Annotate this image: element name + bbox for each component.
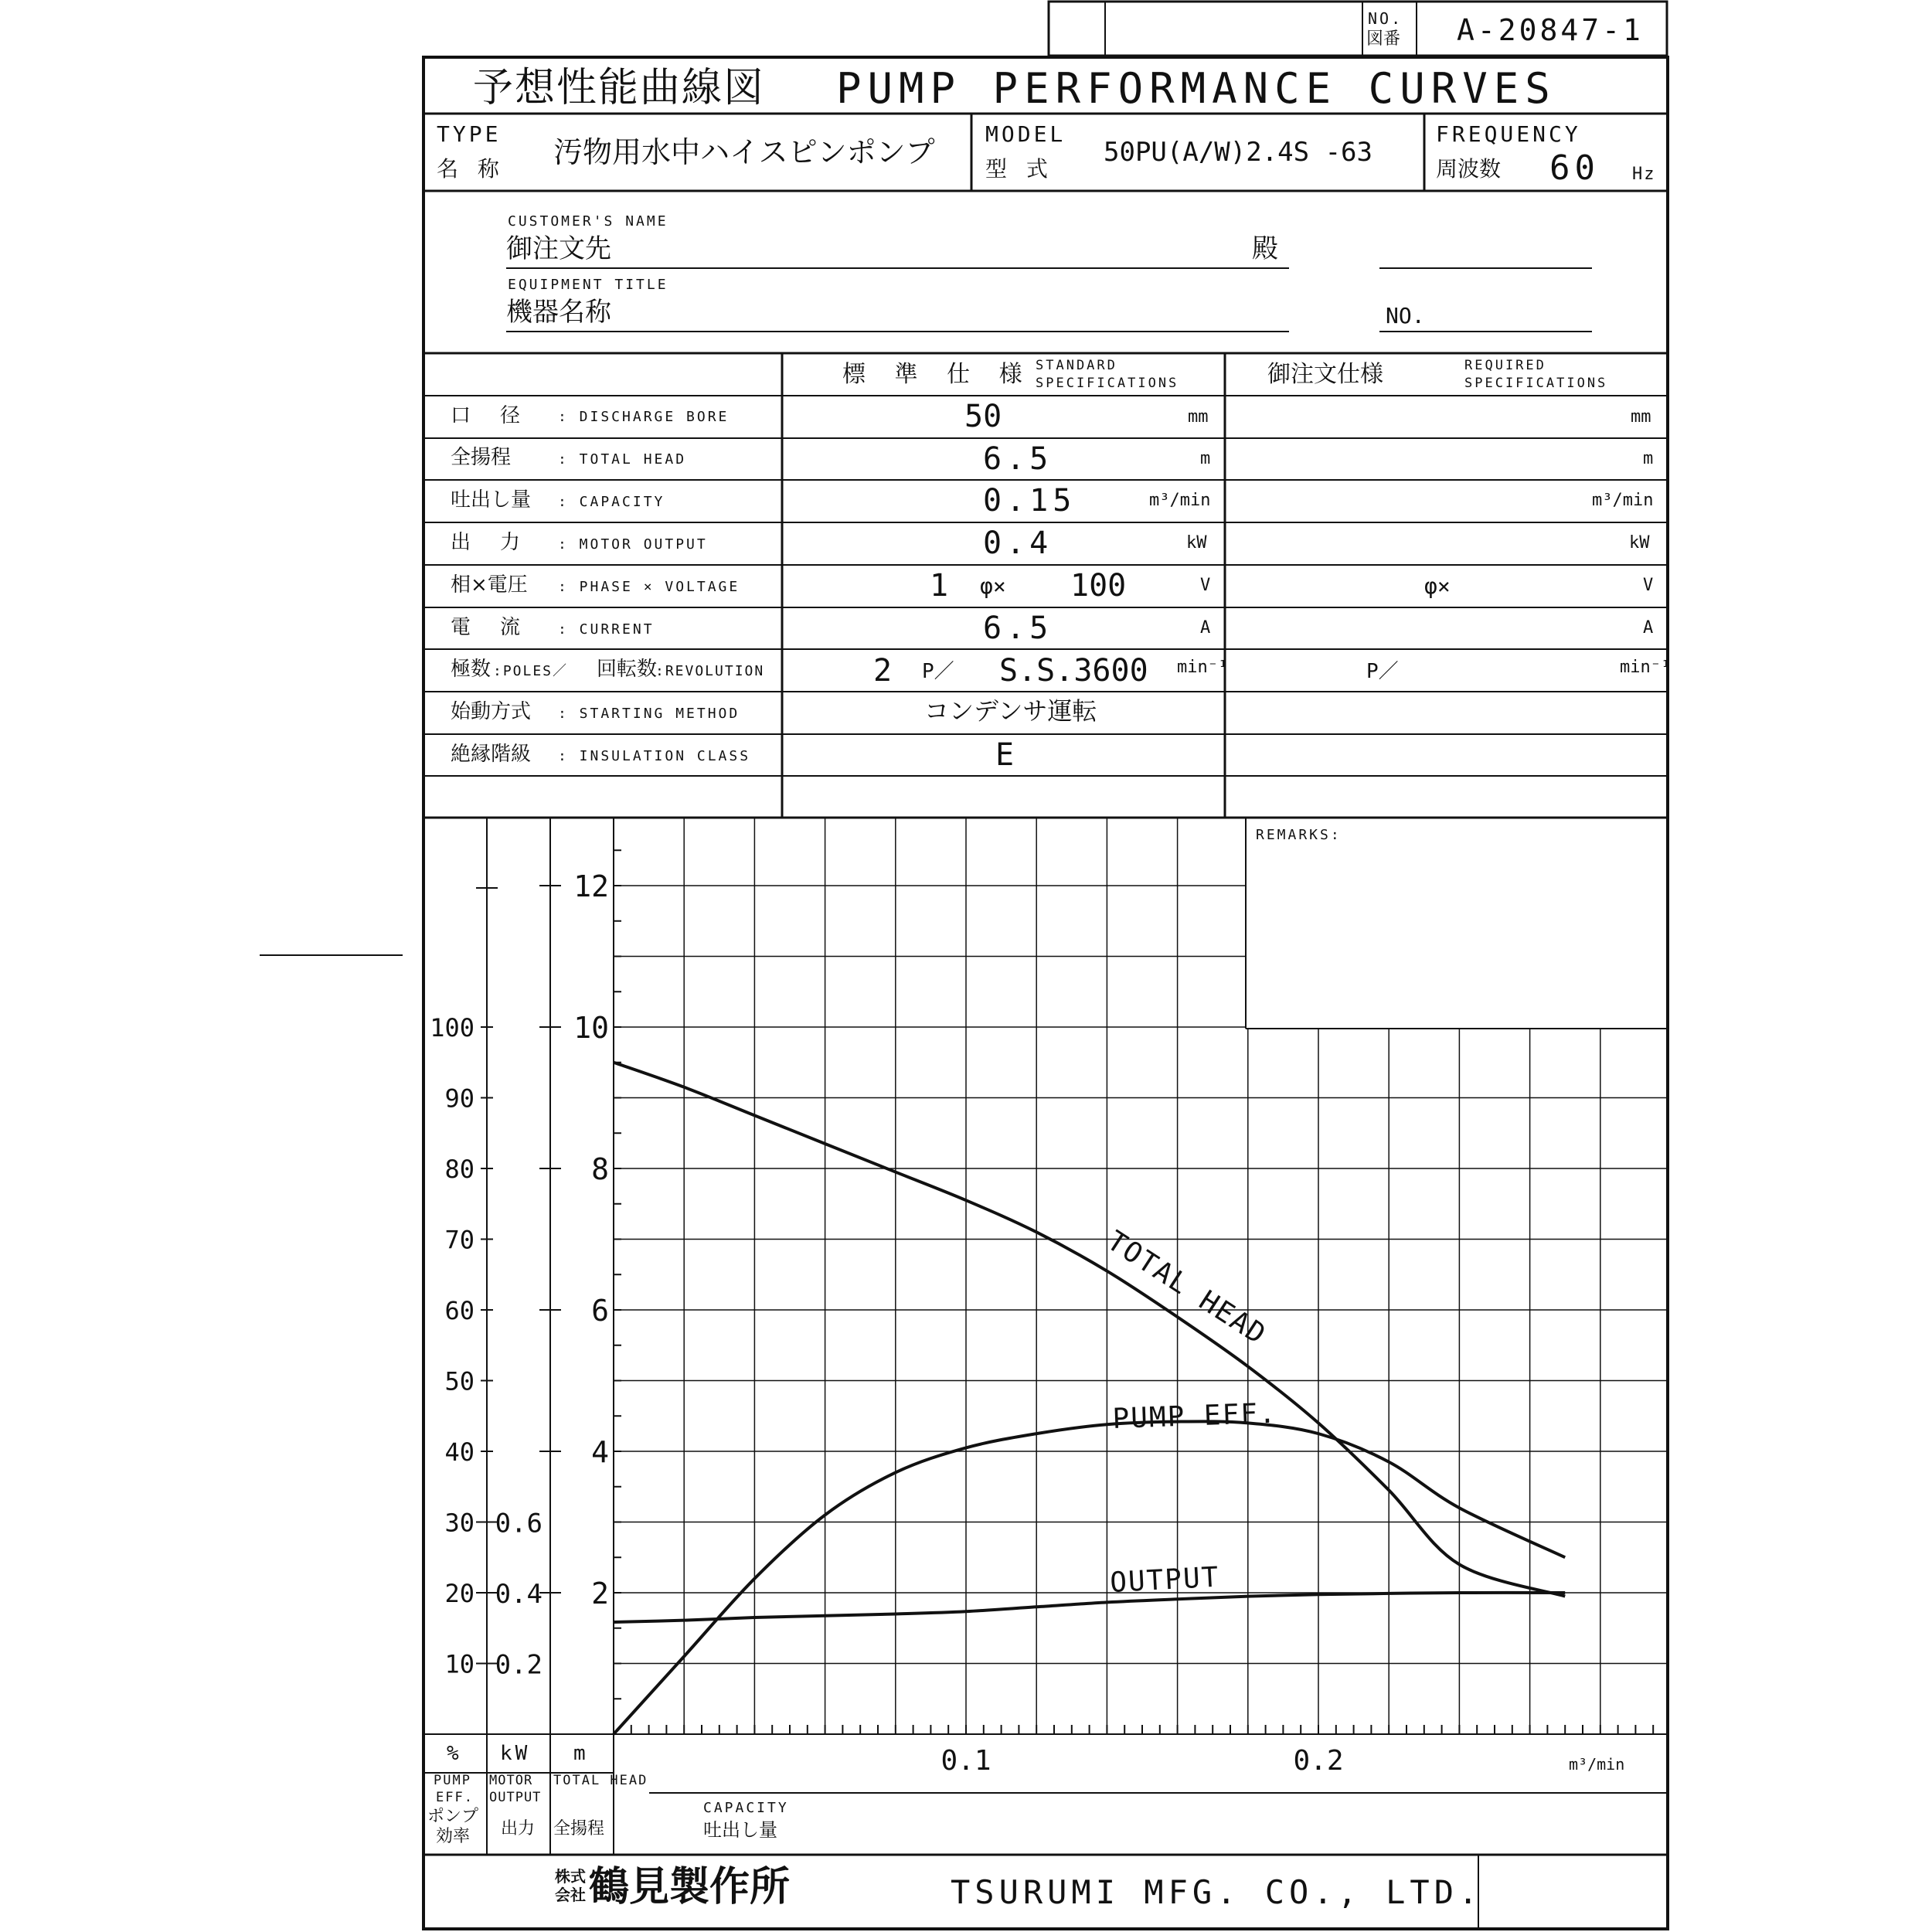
spec-header-standard-en-1: STANDARD <box>1036 358 1117 373</box>
spec-std-unit: V <box>1200 576 1211 595</box>
chart-curves <box>614 1063 1565 1734</box>
head-axis-unit: m <box>573 1742 586 1765</box>
eff-tick-label: 40 <box>444 1437 474 1467</box>
title-jp: 予想性能曲線図 <box>473 65 766 111</box>
spec-label-jp: 全揚程 <box>451 446 512 469</box>
x-axis-label-jp: 吐出し量 <box>703 1819 777 1841</box>
series-label: TOTAL HEAD <box>1101 1225 1272 1352</box>
output-tick-label: 0.2 <box>495 1649 543 1681</box>
equipment-label-en: EQUIPMENT TITLE <box>508 277 668 293</box>
spec-std-value-b: 100 <box>1070 568 1127 604</box>
frequency-label-en: FREQUENCY <box>1436 121 1581 147</box>
spec-std-unit: m³/min <box>1149 491 1211 510</box>
spec-label-jp: 絶縁階級 <box>451 743 532 766</box>
head-axis-label-en: TOTAL HEAD <box>553 1773 648 1788</box>
head-tick-label: 2 <box>591 1577 609 1611</box>
spec-req-unit: mm <box>1631 407 1651 427</box>
spec-req-unit: m <box>1643 449 1654 468</box>
spec-std-unit: mm <box>1188 407 1209 427</box>
spec-std-mid: φ× <box>980 573 1006 599</box>
spec-header-required-en-1: REQUIRED <box>1464 358 1546 373</box>
drawing-no-label-jp: 図番 <box>1366 29 1401 49</box>
x-axis-label-en: CAPACITY <box>703 1800 789 1816</box>
head-tick-label: 4 <box>591 1435 609 1469</box>
x-tick-label: 0.1 <box>940 1745 992 1777</box>
spec-std-unit: A <box>1200 618 1211 638</box>
company-prefix-top: 株式 <box>555 1867 586 1886</box>
output-axis-label-en-2: OUTPUT <box>489 1790 542 1805</box>
spec-label-en: : TOTAL HEAD <box>558 451 687 468</box>
spec-req-unit: min⁻¹ <box>1620 658 1672 677</box>
spec-label-en: :REVOLUTION <box>655 663 765 679</box>
eff-axis-label-jp-2: 効率 <box>436 1827 471 1846</box>
eff-tick-label: 10 <box>444 1649 474 1679</box>
spec-label-en: : STARTING METHOD <box>558 706 740 722</box>
eff-tick-label: 60 <box>444 1296 474 1325</box>
spec-label-jp: 極数 <box>451 658 492 681</box>
spec-std-unit: min⁻¹ <box>1177 658 1229 677</box>
spec-std-value: E <box>995 737 1015 773</box>
spec-label-en: : CAPACITY <box>558 494 665 510</box>
spec-label-jp: 出 力 <box>451 531 526 554</box>
spec-label-en: : CURRENT <box>558 621 655 638</box>
spec-std-value: 0.15 <box>983 483 1077 519</box>
spec-std-value: 0.4 <box>983 526 1053 561</box>
eff-tick-label: 90 <box>444 1083 474 1114</box>
series-label: OUTPUT <box>1109 1561 1221 1599</box>
spec-req-unit: V <box>1643 576 1654 595</box>
output-tick-label: 0.4 <box>495 1579 543 1610</box>
head-tick-label: 10 <box>573 1011 609 1045</box>
x-tick-label: 0.2 <box>1293 1745 1344 1777</box>
eff-tick-label: 20 <box>444 1579 474 1608</box>
output-axis-label-en-1: MOTOR <box>489 1773 533 1788</box>
spec-std-value: 6.5 <box>983 441 1053 477</box>
type-value: 汚物用水中ハイスピンポンプ <box>553 135 935 169</box>
eff-tick-label: 30 <box>444 1508 474 1538</box>
series-line-pump-eff <box>614 1421 1565 1734</box>
eff-axis-label-en-1: PUMP <box>434 1773 471 1788</box>
spec-header-required-en-2: SPECIFICATIONS <box>1464 376 1608 391</box>
type-label-jp: 名 称 <box>437 156 505 182</box>
spec-label-jp: 相×電圧 <box>451 573 528 597</box>
frequency-label-jp: 周波数 <box>1436 156 1502 182</box>
series-line-output <box>614 1593 1565 1622</box>
curve-labels <box>1101 1225 1277 1599</box>
spec-std-unit: m <box>1200 449 1211 468</box>
spec-std-value-a: 1 <box>930 568 949 604</box>
model-label-jp: 型 式 <box>985 156 1054 182</box>
series-line-total-head <box>614 1063 1565 1597</box>
spec-label-jp: 電 流 <box>451 616 526 639</box>
spec-req-unit: m³/min <box>1592 491 1654 510</box>
spec-std-value-b: S.S.3600 <box>999 653 1148 689</box>
frequency-value: 60 <box>1549 148 1600 188</box>
series-label: PUMP EFF. <box>1111 1397 1278 1435</box>
eff-tick-label: 70 <box>444 1225 474 1255</box>
type-label-en: TYPE <box>437 121 502 147</box>
spec-label-en: : INSULATION CLASS <box>558 748 751 764</box>
spec-label-jp: 始動方式 <box>451 700 532 723</box>
title-en: PUMP PERFORMANCE CURVES <box>836 64 1556 113</box>
customer-suffix: 殿 <box>1252 233 1278 264</box>
x-axis-unit: m³/min <box>1569 1755 1625 1774</box>
eff-tick-label: 50 <box>444 1366 474 1396</box>
head-tick-label: 12 <box>573 869 609 903</box>
customer-label-jp: 御注文先 <box>506 233 611 264</box>
spec-req-unit: A <box>1643 618 1654 638</box>
spec-label-en: : DISCHARGE BORE <box>558 409 730 425</box>
frequency-unit: Hz <box>1632 165 1656 184</box>
head-axis-label-jp: 全揚程 <box>553 1819 605 1838</box>
drawing-no-label-en: NO. <box>1368 9 1403 28</box>
spec-label-en: : MOTOR OUTPUT <box>558 536 708 553</box>
spec-std-value: 50 <box>964 399 1002 434</box>
spec-label-jp: 回転数 <box>597 658 658 681</box>
spec-req-mid: φ× <box>1424 573 1451 599</box>
drawing-no-value: A-20847-1 <box>1457 13 1644 47</box>
spec-label-en: : PHASE × VOLTAGE <box>558 579 740 595</box>
spec-label-jp: 吐出し量 <box>451 488 532 512</box>
remarks-label: REMARKS: <box>1256 827 1342 843</box>
spec-std-value-a: 2 <box>873 653 893 689</box>
spec-std-mid: P／ <box>922 660 954 683</box>
spec-header-required-jp: 御注文仕様 <box>1267 361 1383 388</box>
eff-axis-unit: % <box>447 1742 459 1765</box>
company-name-jp: 鶴見製作所 <box>589 1863 791 1910</box>
equipment-label-jp: 機器名称 <box>506 297 611 328</box>
spec-label-jp: 口 径 <box>451 404 526 427</box>
spec-std-value: 6.5 <box>983 611 1053 646</box>
company-prefix-bottom: 会社 <box>555 1886 586 1904</box>
spec-std-unit: kW <box>1186 533 1207 553</box>
equipment-no-label: NO. <box>1386 303 1425 328</box>
spec-req-unit: kW <box>1629 533 1650 553</box>
axis-ticks <box>476 850 1653 1734</box>
eff-tick-label: 100 <box>430 1013 474 1043</box>
spec-std-value: コンデンサ運転 <box>924 696 1097 726</box>
eff-axis-label-en-2: EFF. <box>436 1790 474 1805</box>
spec-header-standard-en-2: SPECIFICATIONS <box>1036 376 1179 391</box>
spec-header-standard-jp: 標 準 仕 様 <box>842 361 1033 388</box>
head-tick-label: 6 <box>591 1294 609 1328</box>
output-axis-label-jp: 出力 <box>501 1819 536 1838</box>
spec-req-mid: P／ <box>1366 660 1399 683</box>
eff-axis-label-jp-1: ポンプ <box>427 1807 479 1826</box>
company-name-en: TSURUMI MFG. CO., LTD. <box>951 1873 1483 1911</box>
model-value: 50PU(A/W)2.4S -63 <box>1104 137 1372 168</box>
customer-label-en: CUSTOMER'S NAME <box>508 213 668 230</box>
output-axis-unit: kW <box>500 1742 531 1765</box>
spec-label-en: :POLES／ <box>493 663 569 679</box>
output-tick-label: 0.6 <box>495 1508 543 1539</box>
eff-tick-label: 80 <box>444 1155 474 1184</box>
model-label-en: MODEL <box>985 121 1066 147</box>
head-tick-label: 8 <box>591 1152 609 1186</box>
tick-labels <box>430 869 1343 1777</box>
